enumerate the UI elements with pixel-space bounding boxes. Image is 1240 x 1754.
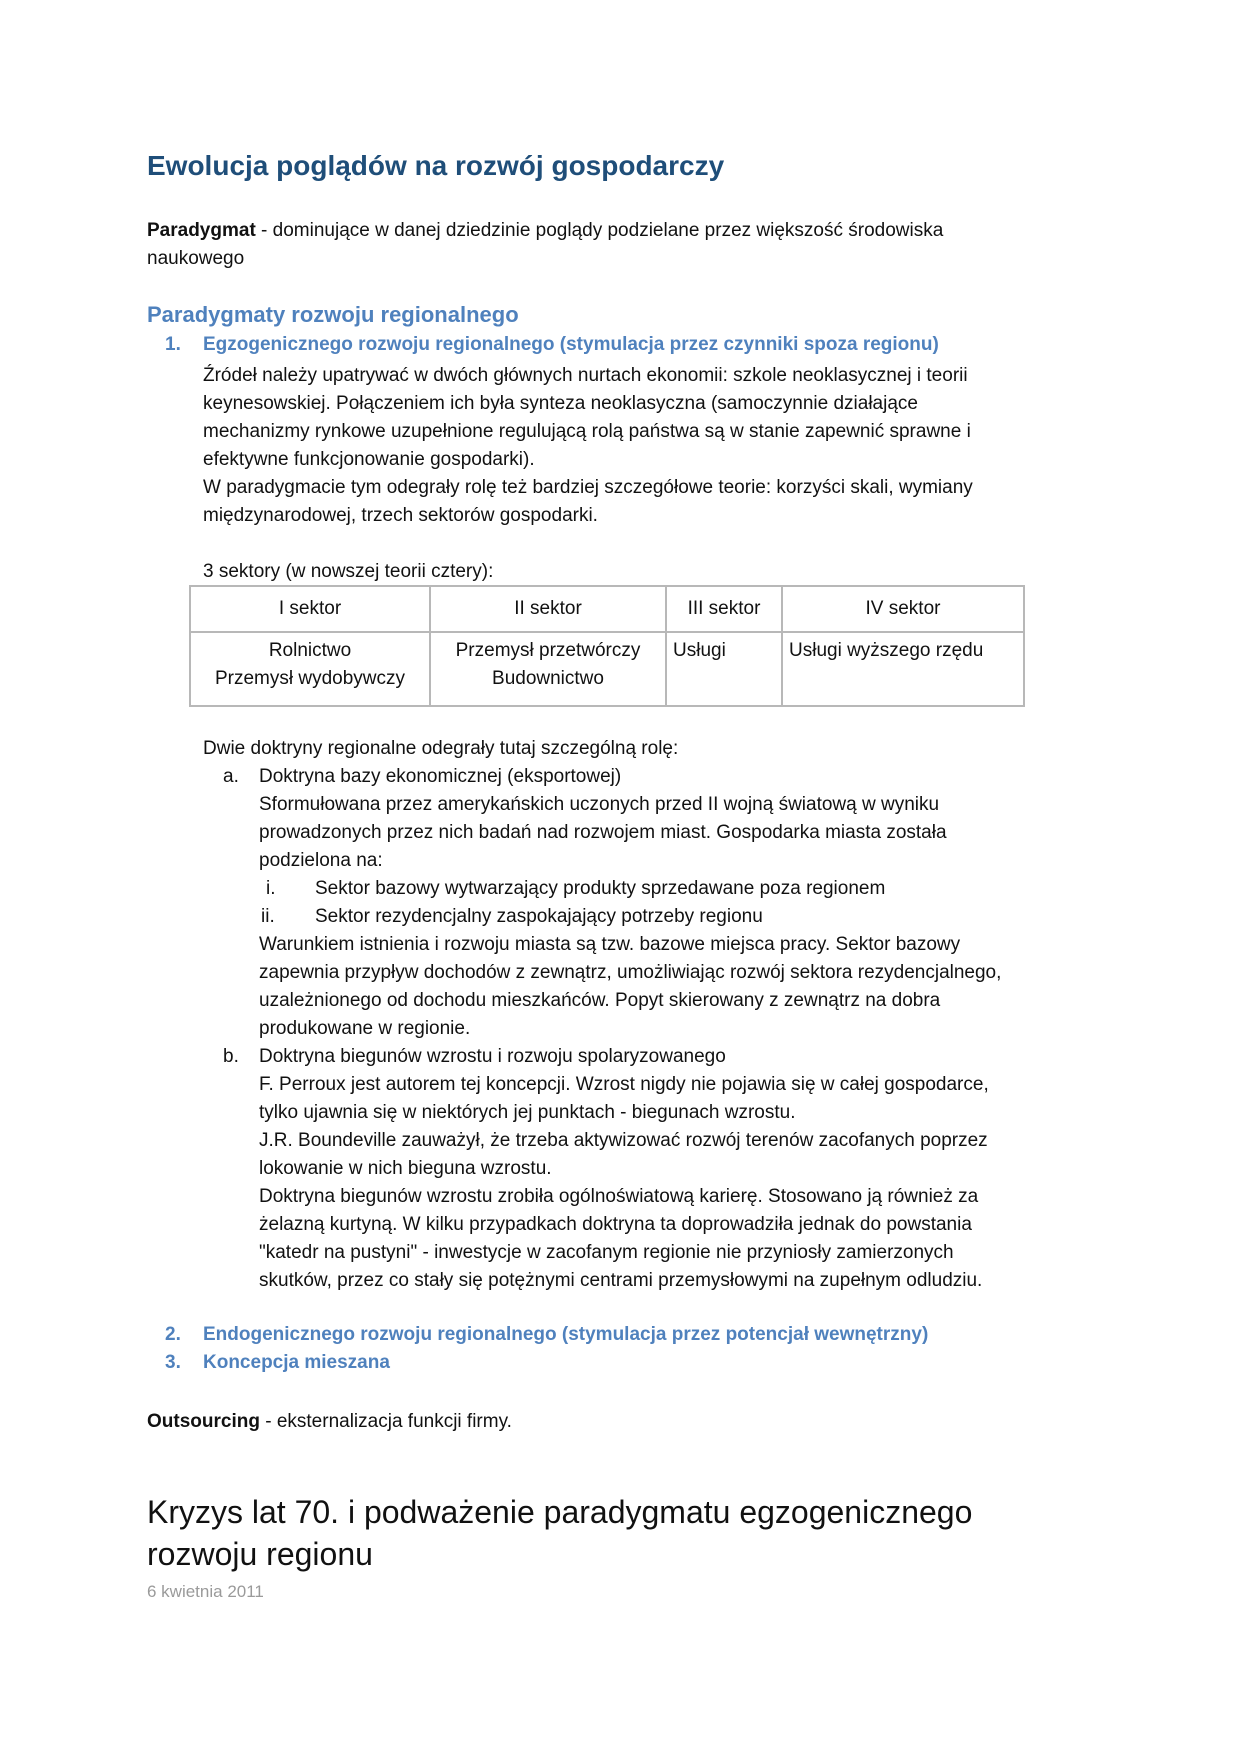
cell-line: Przemysł wydobywczy	[214, 668, 406, 689]
cell-line: Przemysł przetwórczy	[455, 640, 641, 661]
table-header-row	[190, 586, 1024, 632]
table-header-cell: III sektor	[666, 586, 782, 632]
paragraph-line: Sformułowana przez amerykańskich uczonych przed II wojną światową w wyniku	[259, 794, 940, 815]
sectors-table	[189, 585, 1025, 707]
outsourcing-definition	[147, 1408, 512, 1436]
outsourcing-text: - eksternalizacja funkcji firmy.	[259, 1411, 512, 1432]
paradygmat-text: - dominujące w danej dziedzinie poglądy podzielane przez większość środowiska	[255, 220, 944, 241]
section-heading: Paradygmaty rozwoju regionalnego	[147, 302, 519, 327]
list-roman: i.	[266, 878, 276, 899]
table-row	[190, 632, 1024, 706]
paradygmat-term: Paradygmat	[147, 220, 256, 241]
doctrine-b-title: Doktryna biegunów wzrostu i rozwoju spolaryzowanego	[259, 1046, 726, 1067]
sectors-caption: 3 sektory (w nowszej teorii cztery):	[203, 561, 494, 582]
paragraph-line: "katedr na pustyni" - inwestycje w zacofanym regionie nie przyniosły zamierzonych	[259, 1242, 954, 1263]
list-number: 3.	[165, 1352, 181, 1373]
crisis-heading-cont: rozwoju regionu	[147, 1536, 373, 1572]
paragraph-line: międzynarodowej, trzech sektorów gospodarki.	[203, 505, 598, 526]
paragraph-line: W paradygmacie tym odegrały rolę też bardziej szczegółowe teorie: korzyści skali, wymiany	[203, 477, 973, 498]
paragraph-line: Źródeł należy upatrywać w dwóch głównych nurtach ekonomii: szkole neoklasycznej i teorii	[203, 365, 968, 386]
paragraph-line: zapewnia przypływ dochodów z zewnątrz, umożliwiając rozwój sektora rezydencjalnego,	[259, 962, 1002, 983]
table-cell: Usługi wyższego rzędu	[782, 632, 1024, 706]
paradygmat-definition	[147, 217, 943, 245]
item1-heading: Egzogenicznego rozwoju regionalnego (stymulacja przez czynniki spoza regionu)	[203, 334, 939, 355]
paragraph-line: J.R. Boundeville zauważył, że trzeba aktywizować rozwój terenów zacofanych poprzez	[259, 1130, 988, 1151]
subitem-text: Sektor rezydencjalny zaspokajający potrzeby regionu	[315, 906, 763, 927]
list-number: 2.	[165, 1324, 181, 1345]
paragraph-line: tylko ujawnia się w niektórych jej punktach - biegunach wzrostu.	[259, 1102, 796, 1123]
paradygmat-text-cont: naukowego	[147, 248, 245, 269]
paragraph-line: żelazną kurtyną. W kilku przypadkach doktryna ta doprowadziła jednak do powstania	[259, 1214, 972, 1235]
item2-heading: Endogenicznego rozwoju regionalnego (stymulacja przez potencjał wewnętrzny)	[203, 1324, 929, 1345]
doctrines-intro: Dwie doktryny regionalne odegrały tutaj szczególną rolę:	[203, 738, 679, 759]
table-header-cell: IV sektor	[782, 586, 1024, 632]
paragraph-line: uzależnionego od dochodu mieszkańców. Popyt skierowany z zewnątrz na dobra	[259, 990, 941, 1011]
page-title: Ewolucja poglądów na rozwój gospodarczy	[147, 150, 725, 181]
table-cell	[190, 632, 430, 706]
paragraph-line: prowadzonych przez nich badań nad rozwojem miast. Gospodarka miasta została	[259, 822, 947, 843]
list-number: 1.	[165, 334, 181, 355]
cell-line: Rolnictwo	[268, 640, 352, 661]
paragraph-line: skutków, przez co stały się potężnymi centrami przemysłowymi na zupełnym odludziu.	[259, 1270, 983, 1291]
list-letter: a.	[223, 766, 239, 787]
paragraph-line: podzielona na:	[259, 850, 383, 871]
paragraph-line: mechanizmy rynkowe uzupełnione regulującą rolą państwa są w stanie zapewnić sprawne i	[203, 421, 971, 442]
outsourcing-term: Outsourcing	[147, 1411, 260, 1432]
table-header-cell: II sektor	[430, 586, 666, 632]
item3-heading: Koncepcja mieszana	[203, 1352, 390, 1373]
paragraph-line: Doktryna biegunów wzrostu zrobiła ogólnoświatową karierę. Stosowano ją również za	[259, 1186, 979, 1207]
doctrine-a-title: Doktryna bazy ekonomicznej (eksportowej)	[259, 766, 622, 787]
date-label: 6 kwietnia 2011	[147, 1582, 264, 1601]
list-letter: b.	[223, 1046, 239, 1067]
cell-line: Budownictwo	[492, 668, 604, 689]
paragraph-line: F. Perroux jest autorem tej koncepcji. Wzrost nigdy nie pojawia się w całej gospodarce,	[259, 1074, 989, 1095]
table-header-cell: I sektor	[190, 586, 430, 632]
crisis-heading: Kryzys lat 70. i podważenie paradygmatu egzogenicznego	[147, 1494, 973, 1530]
table-cell	[430, 632, 666, 706]
table-cell: Usługi	[666, 632, 782, 706]
paragraph-line: Warunkiem istnienia i rozwoju miasta są tzw. bazowe miejsca pracy. Sektor bazowy	[259, 934, 961, 955]
paragraph-line: produkowane w regionie.	[259, 1018, 471, 1039]
subitem-text: Sektor bazowy wytwarzający produkty sprzedawane poza regionem	[315, 878, 886, 899]
paragraph-line: efektywne funkcjonowanie gospodarki).	[203, 449, 535, 470]
list-roman: ii.	[261, 906, 275, 927]
paragraph-line: keynesowskiej. Połączeniem ich była synteza neoklasyczna (samoczynnie działające	[203, 393, 918, 414]
paragraph-line: lokowanie w nich bieguna wzrostu.	[259, 1158, 552, 1179]
